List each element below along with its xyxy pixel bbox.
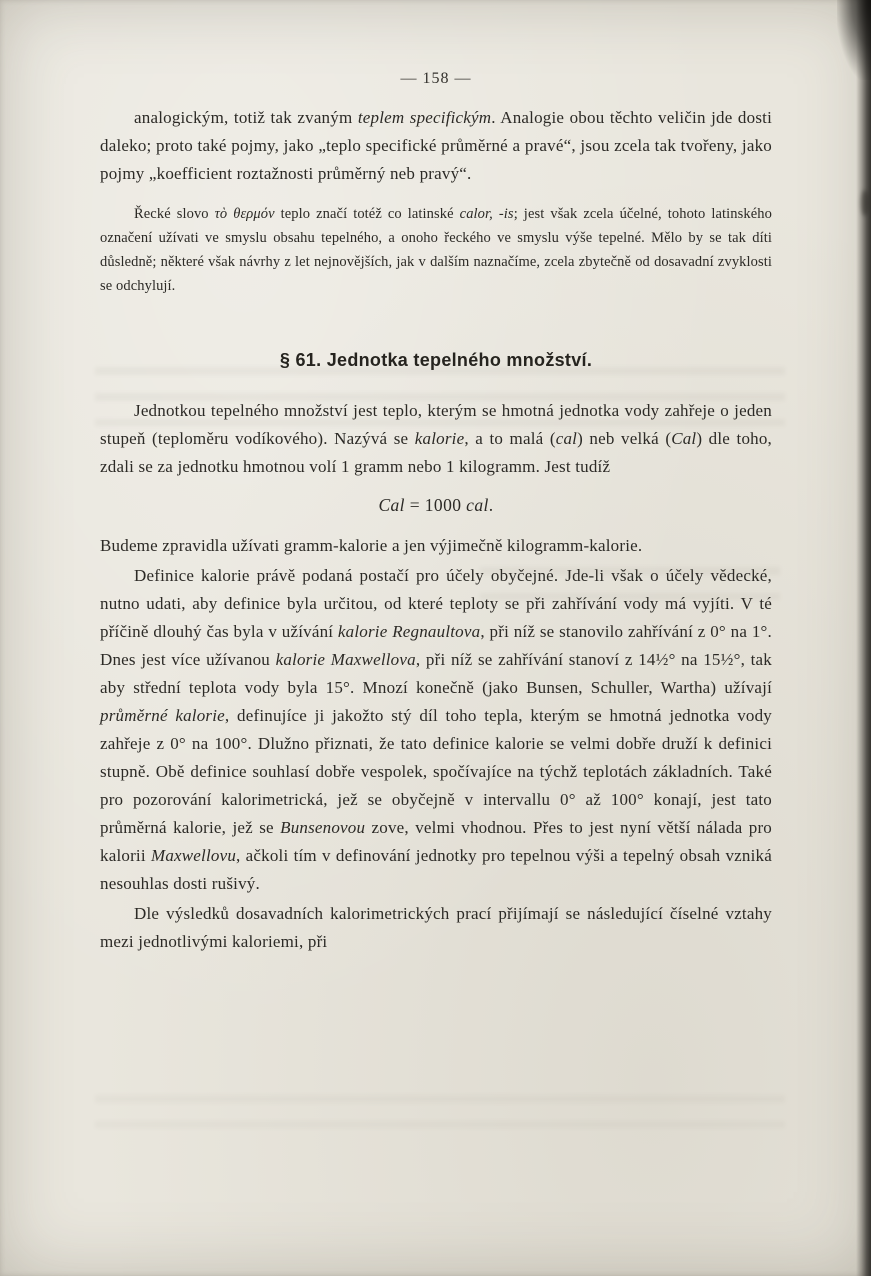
paragraph: Jednotkou tepelného množství jest teplo, kterým se hmotná jednotka vody zahřeje o jeden stupeň (teploměru vodíkového). Nazývá se kalorie, a to malá (cal) neb velká (Cal) dle toho, zdali se za jednotku hmotnou volí 1 gramm nebo 1 kilogramm. Jest tudíž [100,401,772,476]
paragraph: analogickým, totiž tak zvaným teplem specifickým. Analogie obou těchto veličin jde dosti daleko; proto také pojmy, jako „teplo specifické průměrné a pravé“, jsou zcela tak tvořeny, jako pojmy „koefficient roztažnosti průměrný neb pravý“. [100,108,772,183]
paragraph: Dle výsledků dosavadních kalorimetrických prací přijímají se následující číselné vztahy mezi jednotlivými kaloriemi, při [100,904,772,951]
text-column [100,70,772,958]
page-number: — 158 — [400,70,472,87]
edge-spot [861,190,869,216]
paragraph: Budeme zpravidla užívati gramm-kalorie a jen výjimečně kilogramm-kalorie. [100,536,643,555]
corner-stain [837,0,871,80]
show-through-smudge [95,1088,785,1128]
small-print-paragraph: Řecké slovo τὸ θερμόν teplo značí totéž co latinské calor, -is; jest však zcela účelné, tohoto latinského označení užívati ve smyslu obsahu tepelného, a onoho řeckého ve smyslu výše tepelné. Mělo by se tak díti důsledně; některé však návrhy z let nejnovějších, jak v dalším naznačíme, zcela zbytečně od dosavadní zvyklosti se odchylují. [100,206,772,294]
section-heading: § 61. Jednotka tepelného množství. [279,350,593,370]
paragraph: Definice kalorie právě podaná postačí pro účely obyčejné. Jde-li však o účely vědecké, nutno udati, aby definice byla určitou, od které teploty se při zahřívání vody má vyjíti. V té příčině dlouhý čas byla v užívání kalorie Regnaultova, při níž se stanovilo zahřívání z 0° na 1°. Dnes jest více užívanou kalorie Maxwellova, při níž se zahřívání stanoví z 14½° na 15½°, tak aby střední teplota vody byla 15°. Mnozí konečně (jako Bunsen, Schuller, Wartha) užívají průměrné kalorie, definujíce ji jakožto stý díl toho tepla, kterým se hmotná jednotka vody zahřeje z 0° na 100°. Dlužno přiznati, že tato definice kalorie se velmi dobře druží k definici stupně. Obě definice souhlasí dobře vespolek, spočívajíce na týchž teplotách základních. Také pro pozorování kalorimetrická, jež se obyčejně v intervallu 0° až 100° konají, jest tato průměrná kalorie, jež se Bunsenovou zove, velmi vhodnou. Přes to jest nyní větší nálada pro kalorii Maxwellovu, ačkoli tím v definování jednotky pro tepelnou výši a tepelný obsah vzniká nesouhlas dosti rušivý. [100,566,773,893]
equation: Cal = 1000 cal. [378,495,494,515]
